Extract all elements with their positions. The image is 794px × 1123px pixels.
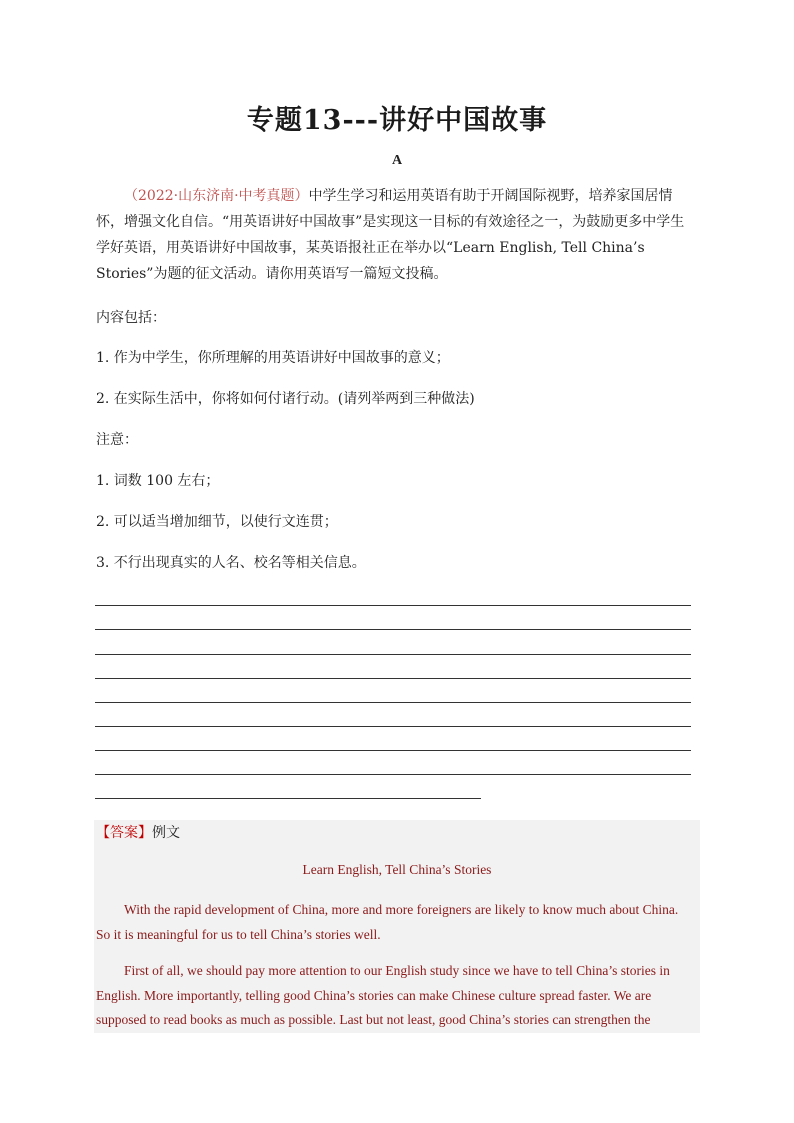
answer-label: 例文 bbox=[152, 825, 180, 841]
note-item-3: 3. 不行出现真实的人名、校名等相关信息。 bbox=[96, 555, 366, 571]
page-title: 专题13---讲好中国故事 bbox=[246, 105, 548, 136]
writing-line[interactable] bbox=[95, 678, 691, 679]
content-label: 内容包括： bbox=[96, 310, 166, 326]
answer-bracket-label: 【答案】 bbox=[96, 825, 152, 841]
writing-line[interactable] bbox=[95, 726, 691, 727]
essay-title: Learn English, Tell China’s Stories bbox=[302, 862, 492, 877]
section-letter: A bbox=[391, 153, 403, 168]
note-item-2: 2. 可以适当增加细节，以使行文连贯； bbox=[96, 514, 338, 530]
answer-heading bbox=[96, 822, 180, 842]
essay-paragraph-1: With the rapid development of China, more and more foreigners are likely to know much about China. So it is meaningful for us to tell China’s stories well. bbox=[96, 902, 679, 942]
writing-line[interactable] bbox=[95, 605, 691, 606]
writing-line[interactable] bbox=[95, 629, 691, 630]
note-item-1: 1. 词数 100 左右； bbox=[96, 473, 220, 489]
writing-line[interactable] bbox=[95, 702, 691, 703]
content-item-1: 1. 作为中学生，你所理解的用英语讲好中国故事的意义； bbox=[96, 350, 450, 366]
source-citation: （2022·山东济南·中考真题） bbox=[124, 188, 309, 204]
writing-line[interactable] bbox=[95, 654, 691, 655]
notes-label: 注意： bbox=[96, 432, 138, 448]
writing-line[interactable] bbox=[95, 750, 691, 751]
intro-paragraph bbox=[96, 183, 696, 287]
essay-paragraph-2: First of all, we should pay more attention to our English study since we have to tell China’s stories in English. More importantly, telling good China’s stories can make Chinese culture spread faster. We are supposed to read books as much as possible. Last but not least, good China’s stories can strengthen the bbox=[96, 963, 670, 1027]
content-item-2: 2. 在实际生活中，你将如何付诸行动。(请列举两到三种做法) bbox=[96, 391, 475, 407]
writing-line[interactable] bbox=[95, 798, 481, 799]
writing-line[interactable] bbox=[95, 774, 691, 775]
intro-text: 中学生学习和运用英语有助于开阔国际视野，培养家国居情怀，增强文化自信。“用英语讲好中国故事”是实现这一目标的有效途径之一，为鼓励更多中学生学好英语，用英语讲好中国故事，某英语报社正在举办以“Learn English, Tell China’s Stories”为题的征文活动。请你用英语写一篇短文投稿。 bbox=[96, 188, 685, 282]
